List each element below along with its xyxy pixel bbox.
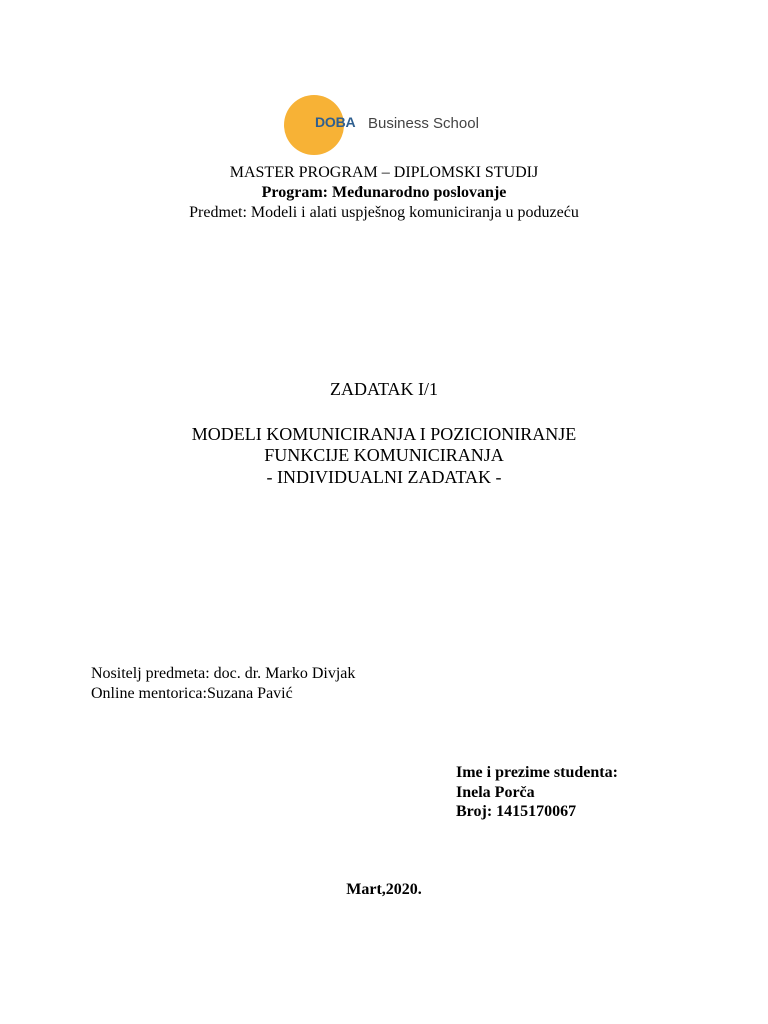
assignment-title-line1: MODELI KOMUNICIRANJA I POZICIONIRANJE [191, 424, 577, 444]
assignment-number: ZADATAK I/1 [329, 379, 439, 399]
student-number: Broj: 1415170067 [456, 803, 577, 820]
student-label: Ime i prezime studenta: [456, 764, 618, 781]
lecturer-line: Nositelj predmeta: doc. dr. Marko Divjak [91, 665, 356, 682]
subject-line: Predmet: Modeli i alati uspješnog komuniciranja u poduzeću [189, 204, 579, 221]
document-date: Mart,2020. [346, 881, 422, 898]
assignment-title-line2: FUNKCIJE KOMUNICIRANJA [264, 445, 504, 465]
logo-name: Business School [368, 115, 479, 132]
program-name: Program: Međunarodno poslovanje [261, 184, 507, 201]
doba-logo [283, 94, 513, 156]
program-line: MASTER PROGRAM – DIPLOMSKI STUDIJ [229, 164, 539, 181]
logo-mark: DOBA [315, 114, 356, 130]
assignment-title-line3: - INDIVIDUALNI ZADATAK - [266, 467, 502, 487]
mentor-line: Online mentorica:Suzana Pavić [91, 685, 293, 702]
student-name: Inela Porča [456, 784, 535, 801]
